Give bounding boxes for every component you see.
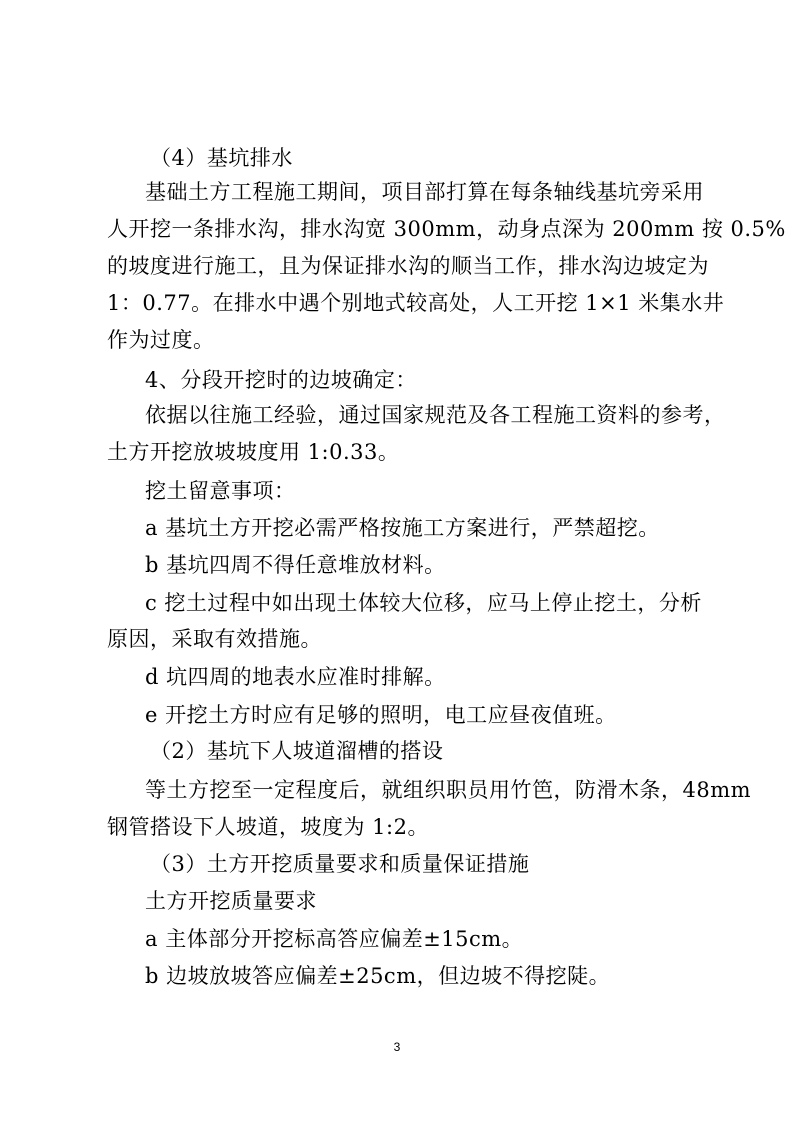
paragraph-line: 作为过度。 xyxy=(107,328,215,352)
paragraph-line: 基础土方工程施工期间，项目部打算在每条轴线基坑旁采用 xyxy=(145,180,704,204)
list-item: b 基坑四周不得任意堆放材料。 xyxy=(145,553,446,577)
section-heading-slope: 4、分段开挖时的边坡确定： xyxy=(145,368,417,392)
list-item: d 坑四周的地表水应准时排解。 xyxy=(145,665,446,689)
list-item: e 开挖土方时应有足够的照明，电工应昼夜值班。 xyxy=(145,703,617,727)
section-heading-quality: （3）土方开挖质量要求和质量保证措施 xyxy=(150,852,530,876)
list-item: a 主体部分开挖标高答应偏差±15cm。 xyxy=(145,927,524,951)
paragraph-line: 原因，采取有效措施。 xyxy=(107,627,322,651)
list-item: c 挖土过程中如出现土体较大位移，应马上停止挖土，分析 xyxy=(145,591,702,615)
list-item: b 边坡放坡答应偏差±25cm，但边坡不得挖陡。 xyxy=(145,964,611,988)
paragraph-line: 钢管搭设下人坡道，坡度为 1:2。 xyxy=(107,815,429,839)
paragraph-line: 依据以往施工经验，通过国家规范及各工程施工资料的参考， xyxy=(145,403,726,427)
subheading-precautions: 挖土留意事项： xyxy=(145,479,296,503)
paragraph-line: 土方开挖放坡坡度用 1:0.33。 xyxy=(107,440,400,464)
list-item: a 基坑土方开挖必需严格按施工方案进行，严禁超挖。 xyxy=(145,516,660,540)
paragraph-line: 人开挖一条排水沟，排水沟宽 300mm，动身点深为 200mm 按 0.5% xyxy=(107,217,786,241)
subheading-quality-requirements: 土方开挖质量要求 xyxy=(145,889,317,913)
paragraph-line: 的坡度进行施工，且为保证排水沟的顺当工作，排水沟边坡定为 xyxy=(107,254,709,278)
paragraph-line: 1：0.77。在排水中遇个别地式较高处，人工开挖 1×1 米集水井 xyxy=(107,291,725,315)
paragraph-line: 等土方挖至一定程度后，就组织职员用竹笆，防滑木条，48mm xyxy=(145,778,752,802)
section-heading-ramp: （2）基坑下人坡道溜槽的搭设 xyxy=(150,739,444,763)
section-heading-drainage: （4）基坑排水 xyxy=(150,146,293,170)
page-number: 3 xyxy=(393,1040,401,1054)
